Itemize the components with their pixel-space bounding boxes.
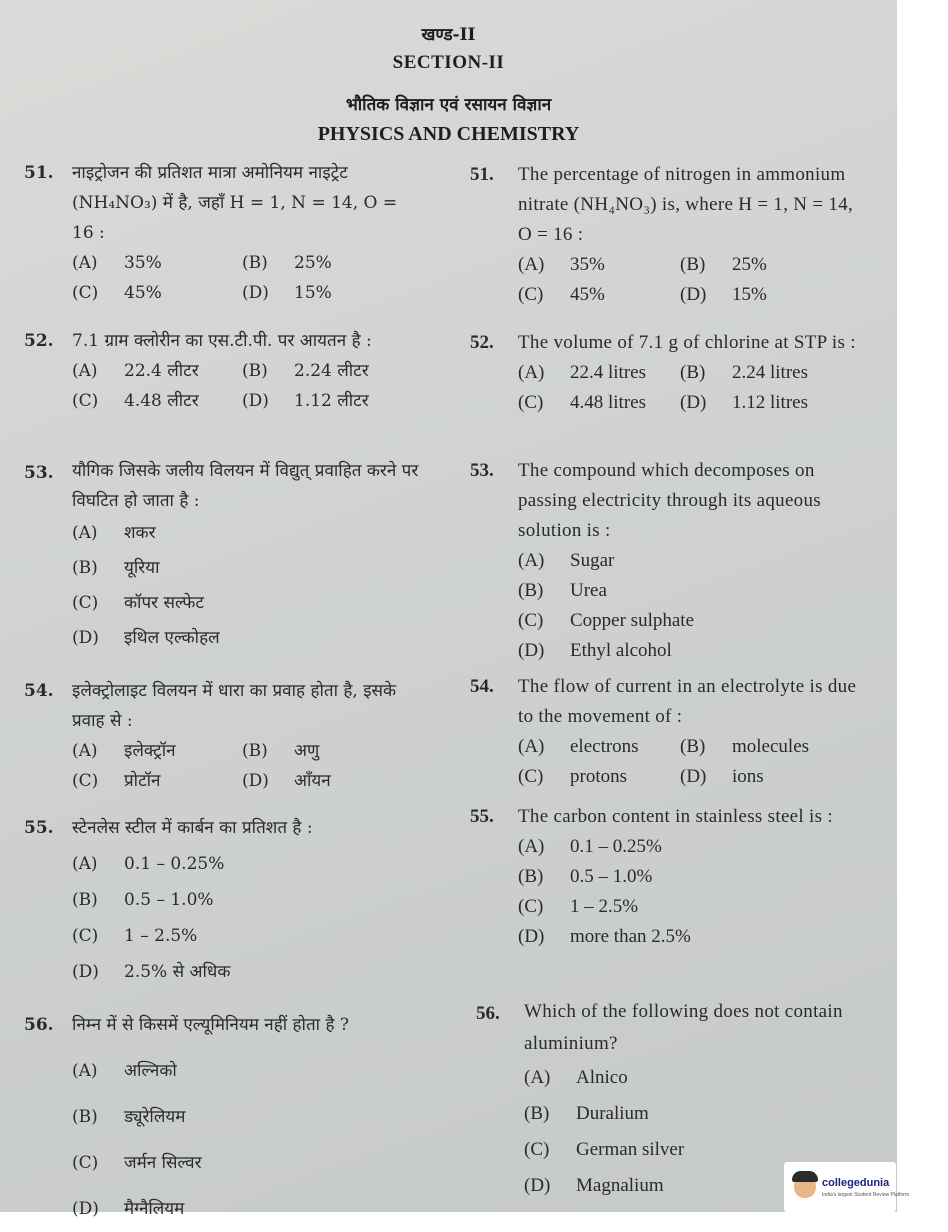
options [518,732,860,792]
options [72,1048,424,1232]
option-b: (B) Urea [518,580,607,601]
option-a: (A) 35% [518,254,605,275]
option-c: (C) 1 – 2.5% [72,926,198,946]
option-a: (A) शकर [72,523,156,543]
option-b: (B) अणु [242,741,320,761]
option-d: (D) 15% [242,283,332,303]
question-hi-51 [24,158,424,308]
option-d: (D) आँयन [242,771,331,791]
question-en-53 [470,456,860,666]
question-number: 56. [476,1003,500,1024]
option-c: (C) प्रोटॉन [72,771,161,791]
option-d: (D) 15% [680,284,767,305]
option-b: (B) 25% [680,254,767,275]
option-c: (C) जर्मन सिल्वर [72,1153,202,1173]
question-number: 52. [24,331,54,351]
question-stem: Which of the following does not contain aluminium? [524,1001,843,1054]
question-en-51 [470,160,860,310]
watermark-tagline: India's largest Student Review Platform [822,1192,910,1198]
option-a: (A) 35% [72,253,162,273]
question-stem: यौगिक जिसके जलीय विलयन में विद्युत् प्रवाहित करने पर विघटित हो जाता है : [72,461,419,511]
question-stem: The carbon content in stainless steel is : [518,806,833,827]
option-d: (D) 2.5% से अधिक [72,962,231,982]
option-a: (A) अल्निको [72,1061,177,1081]
option-b: (B) 2.24 लीटर [242,361,369,381]
option-d: (D) मैग्नैलियम [72,1199,185,1219]
question-number: 55. [24,818,54,838]
question-number: 53. [470,460,494,481]
question-stem: The percentage of nitrogen in ammonium nitrate (NH₄NO₃) is, where H = 1, N = 14, O = 16 : [518,164,854,245]
question-en-54 [470,672,860,792]
subject-hindi: भौतिक विज्ञान एवं रसायन विज्ञान [345,95,552,115]
question-stem: इलेक्ट्रोलाइट विलयन में धारा का प्रवाह होता है, इसके प्रवाह से : [72,681,397,731]
options [72,736,424,796]
option-d: (D) इथिल एल्कोहल [72,628,220,648]
question-hi-55 [24,810,424,990]
options [518,546,860,666]
options [72,248,424,308]
option-d: (D) ions [680,766,764,787]
options [72,356,424,416]
watermark-name: collegedunia [822,1177,890,1189]
option-d: (D) Magnalium [524,1175,664,1196]
option-c: (C) 4.48 लीटर [72,391,199,411]
question-number: 56. [24,1015,54,1035]
options [72,846,424,990]
question-en-55 [470,802,860,952]
question-stem: नाइट्रोजन की प्रतिशत मात्रा अमोनियम नाइट्रेट (NH₄NO₃) में है, जहाँ H = 1, N = 14, O = 16 : [72,163,398,243]
options [72,516,424,656]
option-d: (D) 1.12 लीटर [242,391,369,411]
option-d: (D) 1.12 litres [680,392,808,413]
option-a: (A) Alnico [524,1067,628,1088]
question-stem: निम्न में से किसमें एल्यूमिनियम नहीं होता है ? [72,1015,349,1035]
option-b: (B) 2.24 litres [680,362,808,383]
question-hi-56 [24,1002,424,1232]
question-stem: The compound which decomposes on passing electricity through its aqueous solution is : [518,460,821,541]
subject-english: PHYSICS AND CHEMISTRY [317,123,580,145]
option-c: (C) protons [518,766,627,787]
option-b: (B) ड्यूरेलियम [72,1107,186,1127]
question-number: 51. [470,164,494,185]
question-number: 54. [470,676,494,697]
option-b: (B) 25% [242,253,332,273]
option-a: (A) electrons [518,736,639,757]
options [518,250,860,310]
question-number: 53. [24,463,54,483]
option-c: (C) 45% [72,283,162,303]
option-a: (A) 0.1 – 0.25% [518,836,662,857]
option-d: (D) more than 2.5% [518,926,691,947]
option-b: (B) 0.5 – 1.0% [518,866,653,887]
question-hi-52 [24,326,424,416]
question-stem: 7.1 ग्राम क्लोरीन का एस.टी.पी. पर आयतन है : [72,331,372,351]
option-b: (B) यूरिया [72,558,160,578]
option-a: (A) 0.1 – 0.25% [72,854,225,874]
option-c: (C) 1 – 2.5% [518,896,639,917]
option-b: (B) molecules [680,736,810,757]
option-c: (C) German silver [524,1139,685,1160]
option-a: (A) Sugar [518,550,615,571]
option-c: (C) कॉपर सल्फेट [72,593,204,613]
section-khand: खण्ड-II [421,25,476,45]
question-number: 52. [470,332,494,353]
option-d: (D) Ethyl alcohol [518,640,672,661]
question-stem: The volume of 7.1 g of chlorine at STP is : [518,332,856,353]
option-a: (A) इलेक्ट्रॉन [72,741,176,761]
question-number: 55. [470,806,494,827]
collegedunia-watermark [784,1162,910,1212]
question-number: 54. [24,681,54,701]
options [518,358,860,418]
option-b: (B) 0.5 – 1.0% [72,890,214,910]
question-en-52 [470,328,860,418]
question-number: 51. [24,163,54,183]
option-c: (C) 45% [518,284,605,305]
mascot-hair-icon [792,1171,818,1182]
question-hi-54 [24,676,424,796]
options [518,832,860,952]
section-title: SECTION-II [392,52,505,73]
question-hi-53 [24,456,424,656]
option-c: (C) Copper sulphate [518,610,695,631]
option-c: (C) 4.48 litres [518,392,646,413]
option-b: (B) Duralium [524,1103,649,1124]
question-stem: स्टेनलेस स्टील में कार्बन का प्रतिशत है : [72,818,313,838]
question-stem: The flow of current in an electrolyte is due to the movement of : [518,676,857,727]
option-a: (A) 22.4 litres [518,362,646,383]
option-a: (A) 22.4 लीटर [72,361,199,381]
